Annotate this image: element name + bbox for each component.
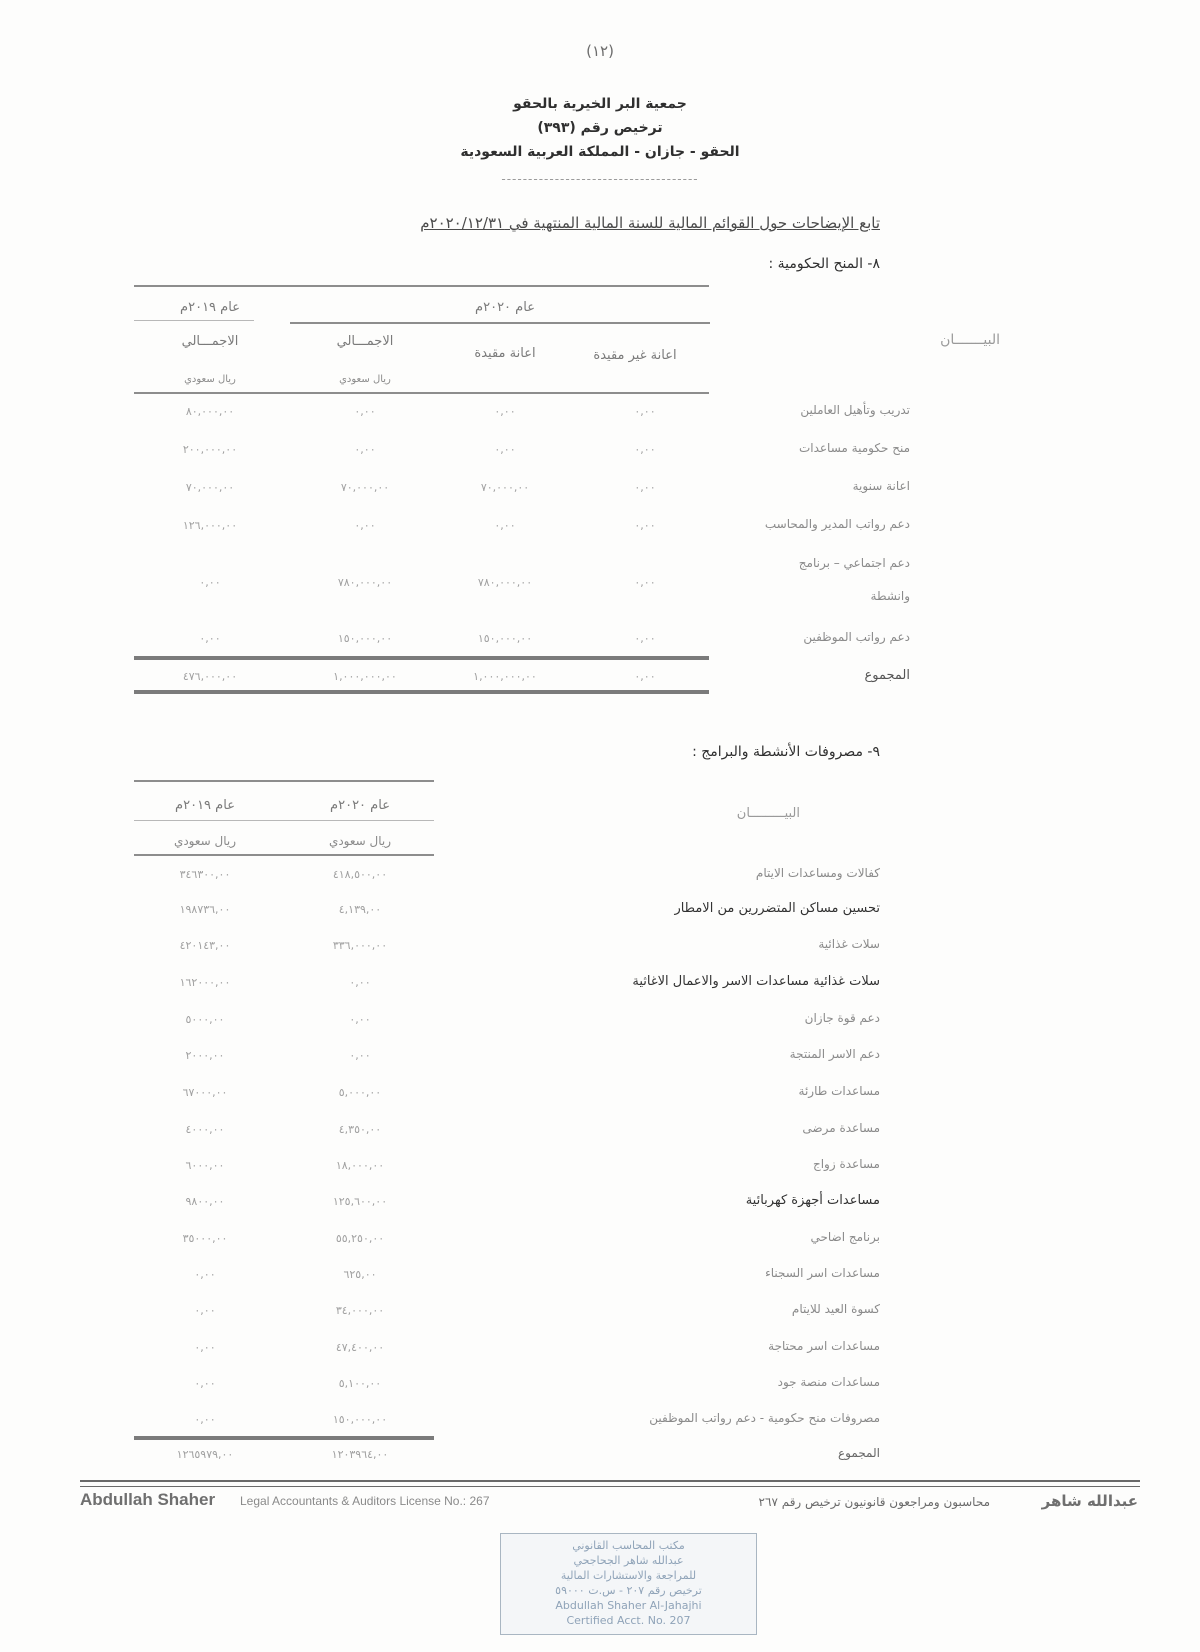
- s9-cell: ٤,١٣٩,٠٠: [338, 903, 382, 916]
- s9-cell: ١٩٨٧٣٦,٠٠: [179, 903, 231, 916]
- col-total-2019: الاجمـــالي: [181, 334, 239, 349]
- s8-cell: ٠,٠٠: [634, 481, 656, 494]
- s9-cell: ٥,٠٠٠,٠٠: [338, 1086, 382, 1099]
- s8-cell: ٠,٠٠: [199, 576, 221, 589]
- s9-cell: ١٢٥,٦٠٠,٠٠: [332, 1195, 388, 1208]
- s9-row-label: مساعدة زواج: [812, 1157, 880, 1171]
- s8-cell: ٧٠,٠٠٠,٠٠: [340, 481, 390, 494]
- s9-cell: ٥٥,٢٥٠,٠٠: [335, 1232, 385, 1245]
- s9-cell: ٤,٣٥٠,٠٠: [338, 1123, 382, 1136]
- s9-cell: ٠,٠٠: [194, 1377, 216, 1390]
- s9-cell: ٤٠٠٠,٠٠: [185, 1123, 225, 1136]
- footer-firm-desc-en: Legal Accountants & Auditors License No.: 267: [240, 1494, 490, 1508]
- s9-cell: ٤١٨,٥٠٠,٠٠: [332, 868, 388, 881]
- s8-cell: ٠,٠٠: [354, 405, 376, 418]
- s8-cell: ٠,٠٠: [354, 519, 376, 532]
- s9-cell: ٦٢٥,٠٠: [343, 1268, 377, 1281]
- s8-cell: ٠,٠٠: [199, 632, 221, 645]
- currency-2019: ريال سعودي: [184, 374, 236, 385]
- s9-row-label: برنامج اضاحي: [810, 1230, 880, 1244]
- s9-cell: ٩٨٠٠,٠٠: [185, 1195, 225, 1208]
- s8-cell: ٨٠,٠٠٠,٠٠: [185, 405, 235, 418]
- s9-cell: ٠,٠٠: [349, 976, 371, 989]
- s9-year2019: عام ٢٠١٩م: [175, 798, 235, 813]
- s9-row-label: سلات غذائية مساعدات الاسر والاعمال الاغاثية: [632, 974, 880, 989]
- license-number: ترخيص رقم (٣٩٣): [537, 120, 663, 136]
- currency-2020: ريال سعودي: [339, 374, 391, 385]
- s8-total-cell: ٤٧٦,٠٠٠,٠٠: [182, 670, 238, 683]
- s9-total-cell: ١٢٠٣٩٦٤,٠٠: [331, 1448, 389, 1461]
- s9-cell: ٦٠٠٠,٠٠: [185, 1159, 225, 1172]
- s9-cell: ٠,٠٠: [194, 1341, 216, 1354]
- s9-cell: ٤٧,٤٠٠,٠٠: [335, 1341, 385, 1354]
- s8-total-label: المجموع: [864, 668, 910, 683]
- col-statement: البيـــــــان: [940, 332, 1000, 348]
- s9-row-label: كفالات ومساعدات الايتام: [755, 866, 880, 880]
- s8-cell: ٧٠,٠٠٠,٠٠: [185, 481, 235, 494]
- s9-row-label: دعم الاسر المنتجة: [789, 1047, 880, 1061]
- s8-cell: ٠,٠٠: [494, 443, 516, 456]
- s8-row-label: دعم رواتب الموظفين: [803, 630, 910, 644]
- year2019-header: عام ٢٠١٩م: [180, 300, 240, 315]
- s9-year2020: عام ٢٠٢٠م: [330, 798, 390, 813]
- col-unrestricted: اعانة غير مقيدة: [593, 348, 677, 363]
- s8-row-label: اعانة سنوية: [852, 479, 910, 493]
- s9-row-label: مساعدات اسر محتاجة: [768, 1339, 880, 1353]
- s8-row-label: تدريب وتأهيل العاملين: [800, 403, 910, 417]
- page-number: (١٢): [586, 42, 614, 60]
- s8-cell: ٠,٠٠: [634, 576, 656, 589]
- s8-cell: ١٥٠,٠٠٠,٠٠: [337, 632, 393, 645]
- s9-total-cell: ١٢٦٥٩٧٩,٠٠: [176, 1448, 234, 1461]
- footer-firm-ar: عبدالله شاهر: [1041, 1492, 1138, 1510]
- s9-cell: ٣٤,٠٠٠,٠٠: [335, 1304, 385, 1317]
- s8-cell: ٠,٠٠: [634, 632, 656, 645]
- s9-row-label: مساعدات منصة جود: [777, 1375, 880, 1389]
- s9-row-label: مساعدة مرضى: [802, 1121, 880, 1135]
- s9-cell: ٣٥٠٠٠,٠٠: [182, 1232, 228, 1245]
- s8-cell: ٠,٠٠: [354, 443, 376, 456]
- s8-total-cell: ٠,٠٠: [634, 670, 656, 683]
- col-total-2020: الاجمـــالي: [336, 334, 394, 349]
- auditor-stamp: مكتب المحاسب القانوني عبدالله شاهر الجحاجحي للمراجعة والاستشارات المالية ترخيص رقم ٢٠٧ - س.ت ٥٩٠٠٠ Abdullah Shaher Al-Jahajhi Certified Acct. No. 207: [500, 1533, 757, 1635]
- s9-cell: ١٥٠,٠٠٠,٠٠: [332, 1413, 388, 1426]
- s9-row-label: مساعدات طارئة: [798, 1084, 880, 1098]
- s9-row-label: مساعدات أجهزة كهربائية: [745, 1193, 880, 1208]
- col-restricted: اعانة مقيدة: [474, 346, 536, 361]
- s9-row-label: مساعدات اسر السجناء: [765, 1266, 880, 1280]
- s9-col-statement: البيـــــــــان: [736, 806, 800, 821]
- s9-cell: ٠,٠٠: [349, 1013, 371, 1026]
- s9-cell: ٣٣٦,٠٠٠,٠٠: [332, 939, 388, 952]
- section9-title: ٩- مصروفات الأنشطة والبرامج :: [692, 744, 880, 760]
- location: الحقو - جازان - المملكة العربية السعودية: [460, 144, 740, 160]
- s9-row-label: كسوة العيد للايتام: [791, 1302, 880, 1316]
- s8-cell: ٠,٠٠: [634, 443, 656, 456]
- s9-currency2020: ريال سعودي: [328, 834, 392, 848]
- s9-cell: ٥,١٠٠,٠٠: [338, 1377, 382, 1390]
- s8-total-cell: ١,٠٠٠,٠٠٠,٠٠: [473, 670, 537, 683]
- s9-cell: ٠,٠٠: [349, 1049, 371, 1062]
- footer-firm-desc-ar: محاسبون ومراجعون قانونيون ترخيص رقم ٢٦٧: [758, 1495, 990, 1509]
- s8-cell: ٧٨٠,٠٠٠,٠٠: [477, 576, 533, 589]
- s8-row-label: دعم اجتماعي – برنامج: [798, 556, 910, 570]
- s9-cell: ٠,٠٠: [194, 1268, 216, 1281]
- s9-currency2019: ريال سعودي: [173, 834, 237, 848]
- s8-total-cell: ١,٠٠٠,٠٠٠,٠٠: [333, 670, 397, 683]
- s9-cell: ٠,٠٠: [194, 1304, 216, 1317]
- s8-row-label: منح حكومية مساعدات: [798, 441, 910, 455]
- header-divider: -------------------------------------: [501, 172, 699, 186]
- s9-cell: ١٦٢٠٠٠,٠٠: [179, 976, 231, 989]
- s9-row-label: دعم قوة جازان: [804, 1011, 880, 1025]
- notes-title: تابع الإيضاحات حول القوائم المالية للسنة المالية المنتهية في ٢٠٢٠/١٢/٣١م: [420, 214, 880, 232]
- s8-cell: ٢٠٠,٠٠٠,٠٠: [182, 443, 238, 456]
- s9-cell: ٠,٠٠: [194, 1413, 216, 1426]
- s9-cell: ٢٠٠٠,٠٠: [185, 1049, 225, 1062]
- footer-firm-en: Abdullah Shaher: [80, 1490, 216, 1509]
- s9-cell: ٣٤٦٣٠٠,٠٠: [179, 868, 231, 881]
- org-name: جمعية البر الخيرية بالحقو: [513, 96, 687, 112]
- s9-cell: ٤٢٠١٤٣,٠٠: [179, 939, 231, 952]
- s9-row-label: سلات غذائية: [818, 937, 880, 951]
- s9-cell: ٥٠٠٠,٠٠: [185, 1013, 225, 1026]
- s8-cell: ٠,٠٠: [634, 405, 656, 418]
- s8-cell: ٠,٠٠: [634, 519, 656, 532]
- s9-row-label: مصروفات منح حكومية - دعم رواتب الموظفين: [649, 1411, 880, 1425]
- s9-cell: ٦٧٠٠٠,٠٠: [182, 1086, 228, 1099]
- s8-cell: ٧٠,٠٠٠,٠٠: [480, 481, 530, 494]
- year2020-header: عام ٢٠٢٠م: [475, 300, 535, 315]
- s8-cell: ١٢٦,٠٠٠,٠٠: [182, 519, 238, 532]
- s9-total-label: المجموع: [838, 1446, 880, 1460]
- s8-cell: ٧٨٠,٠٠٠,٠٠: [337, 576, 393, 589]
- s9-row-label: تحسين مساكن المتضررين من الامطار: [674, 901, 880, 916]
- s8-row-label: دعم رواتب المدير والمحاسب: [764, 517, 910, 531]
- section8-title: ٨- المنح الحكومية :: [768, 256, 880, 272]
- s8-cell: ١٥٠,٠٠٠,٠٠: [477, 632, 533, 645]
- s9-cell: ١٨,٠٠٠,٠٠: [335, 1159, 385, 1172]
- s8-cell: ٠,٠٠: [494, 405, 516, 418]
- s8-row-label-cont: وانشطة: [870, 589, 910, 603]
- s8-cell: ٠,٠٠: [494, 519, 516, 532]
